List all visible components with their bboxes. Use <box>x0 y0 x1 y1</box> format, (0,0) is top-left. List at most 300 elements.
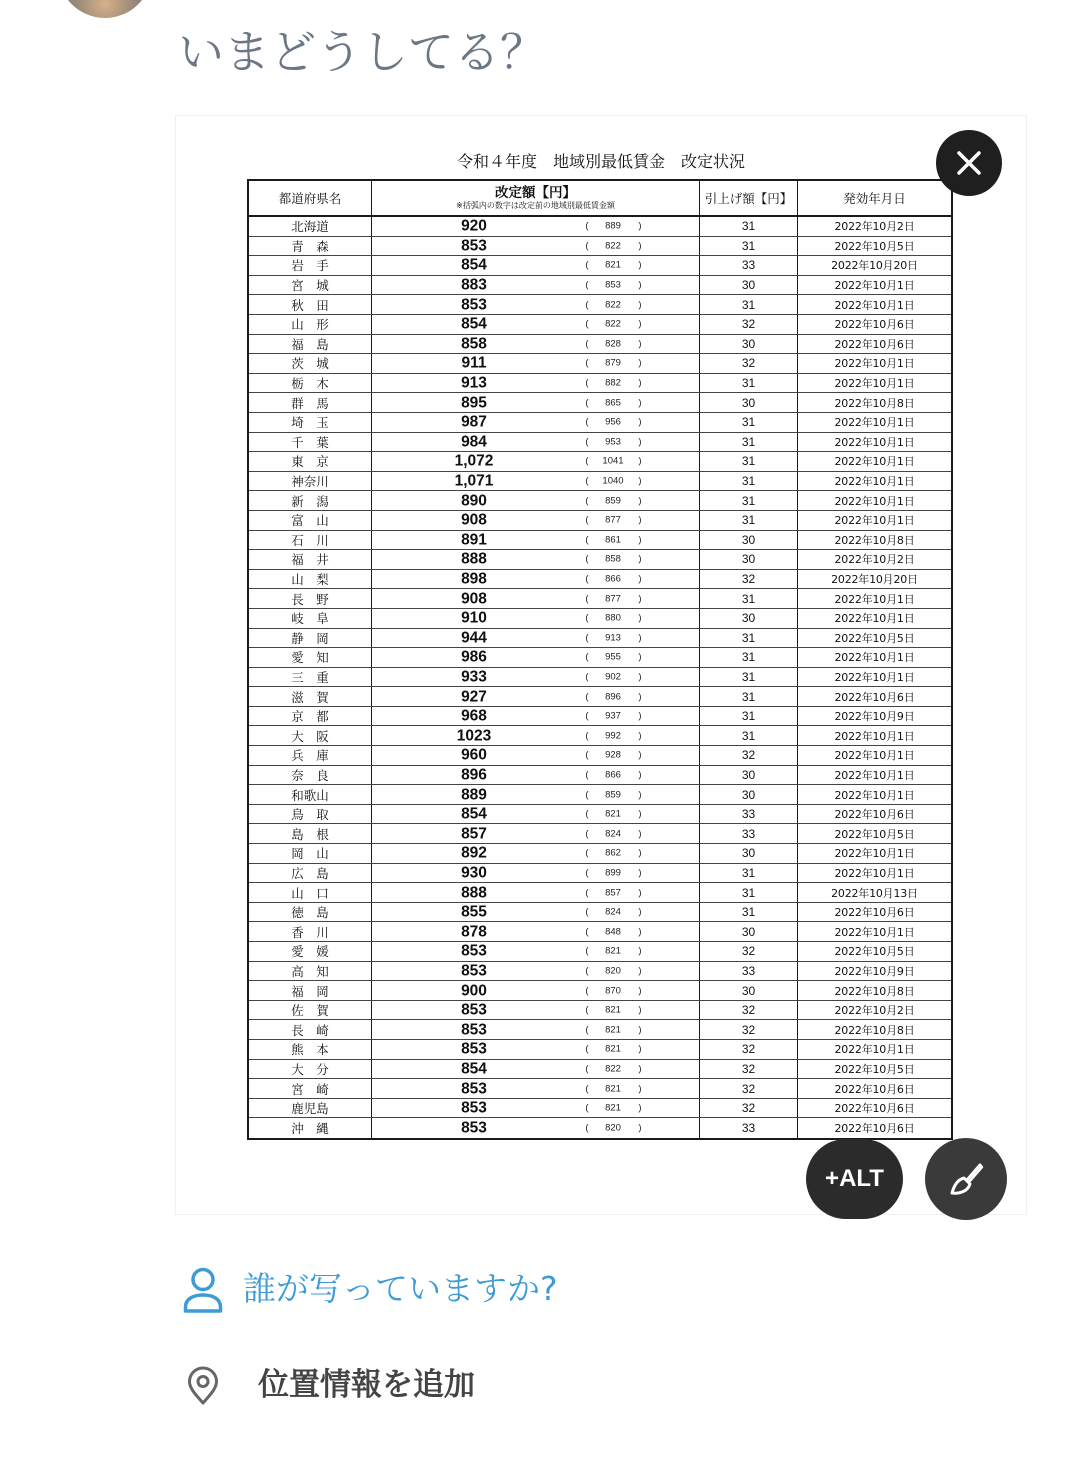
prefecture-cell: 石 川 <box>249 531 372 550</box>
previous-wage-value: 824 <box>605 828 621 839</box>
header-new-wage <box>372 181 700 215</box>
prefecture-cell: 山 梨 <box>249 570 372 589</box>
effective-date-cell: 2022年10月2日 <box>834 220 915 234</box>
raise-cell: 31 <box>700 295 798 314</box>
new-wage-cell <box>372 1118 700 1138</box>
close-icon <box>955 149 983 177</box>
table-row <box>249 550 951 570</box>
raise-cell: 31 <box>700 883 798 902</box>
attached-image[interactable] <box>175 115 1027 1215</box>
previous-wage-value: 859 <box>605 494 621 506</box>
paren-close: ) <box>638 1102 642 1114</box>
paren-close: ) <box>638 298 642 310</box>
effective-date-cell: 2022年10月1日 <box>834 1043 915 1057</box>
table-row <box>249 276 951 296</box>
previous-wage-value: 913 <box>605 632 621 644</box>
avatar <box>58 0 152 18</box>
raise-cell: 30 <box>700 550 798 569</box>
table-row <box>249 785 951 805</box>
previous-wage-value: 879 <box>605 357 621 369</box>
paren-open: ( <box>585 279 589 291</box>
table-row <box>249 1020 951 1040</box>
table-header <box>249 181 951 217</box>
table-row <box>249 491 951 511</box>
raise-cell: 31 <box>700 726 798 745</box>
prefecture-cell: 奈 良 <box>249 766 372 785</box>
prefecture-cell: 埼 玉 <box>249 413 372 432</box>
new-wage-cell <box>372 550 700 569</box>
previous-wage-value: 902 <box>605 671 621 683</box>
table-row <box>249 393 951 413</box>
previous-wage-value: 821 <box>605 1043 621 1055</box>
raise-cell: 32 <box>700 354 798 373</box>
prefecture-cell: 沖 縄 <box>249 1118 372 1138</box>
effective-date-cell: 2022年10月6日 <box>834 906 915 920</box>
table-row <box>249 824 951 844</box>
paren-close: ) <box>638 553 642 565</box>
new-wage-cell <box>372 922 700 941</box>
previous-wage-value: 861 <box>605 534 621 546</box>
paren-open: ( <box>585 671 589 683</box>
prefecture-cell: 徳 島 <box>249 903 372 922</box>
previous-wage-value: 820 <box>605 1122 621 1134</box>
effective-date-cell: 2022年10月20日 <box>831 259 918 273</box>
new-wage-value: 890 <box>461 491 487 509</box>
new-wage-value: 853 <box>461 1040 487 1058</box>
table-row <box>249 844 951 864</box>
previous-wage-value: 821 <box>605 1023 621 1035</box>
paren-close: ) <box>638 318 642 330</box>
raise-cell: 31 <box>700 491 798 510</box>
previous-wage-value: 822 <box>605 240 621 252</box>
table-row <box>249 942 951 962</box>
new-wage-cell <box>372 393 700 412</box>
previous-wage-value: 821 <box>605 1082 621 1094</box>
new-wage-cell <box>372 276 700 295</box>
table-row <box>249 629 951 649</box>
paren-close: ) <box>638 808 642 820</box>
new-wage-cell <box>372 374 700 393</box>
minimum-wage-table <box>247 179 953 1140</box>
new-wage-value: 908 <box>461 511 487 529</box>
new-wage-value: 987 <box>461 413 487 431</box>
paren-open: ( <box>585 632 589 644</box>
table-row <box>249 746 951 766</box>
new-wage-value: 854 <box>461 315 487 333</box>
paren-open: ( <box>585 730 589 742</box>
new-wage-cell <box>372 315 700 334</box>
location-pin-icon <box>186 1366 220 1405</box>
effective-date-cell: 2022年10月13日 <box>831 886 918 900</box>
new-wage-value: 853 <box>461 1079 487 1097</box>
previous-wage-value: 870 <box>605 984 621 996</box>
new-wage-value: 878 <box>461 922 487 940</box>
prefecture-cell: 広 島 <box>249 864 372 883</box>
prefecture-cell: 群 馬 <box>249 393 372 412</box>
raise-cell: 31 <box>700 648 798 667</box>
prefecture-cell: 長 崎 <box>249 1020 372 1039</box>
raise-cell: 30 <box>700 922 798 941</box>
paren-open: ( <box>585 788 589 800</box>
previous-wage-value: 858 <box>605 553 621 565</box>
table-row <box>249 726 951 746</box>
prefecture-cell: 栃 木 <box>249 374 372 393</box>
paren-close: ) <box>638 396 642 408</box>
raise-cell: 33 <box>700 256 798 275</box>
new-wage-value: 854 <box>461 805 487 823</box>
paren-open: ( <box>585 455 589 467</box>
new-wage-value: 853 <box>461 295 487 313</box>
table-row <box>249 1001 951 1021</box>
effective-date-cell: 2022年10月1日 <box>834 298 915 312</box>
table-body <box>249 217 951 1138</box>
new-wage-value: 930 <box>461 864 487 882</box>
add-location-button[interactable] <box>0 1355 1080 1415</box>
table-row <box>249 1079 951 1099</box>
prefecture-cell: 山 口 <box>249 883 372 902</box>
new-wage-cell <box>372 413 700 432</box>
paren-open: ( <box>585 1082 589 1094</box>
new-wage-cell <box>372 1020 700 1039</box>
effective-date-cell: 2022年10月2日 <box>834 553 915 567</box>
previous-wage-value: 865 <box>605 396 621 408</box>
raise-cell: 30 <box>700 393 798 412</box>
new-wage-cell <box>372 452 700 471</box>
new-wage-cell <box>372 648 700 667</box>
effective-date-cell: 2022年10月1日 <box>834 670 915 684</box>
paren-close: ) <box>638 886 642 898</box>
new-wage-value: 911 <box>461 354 487 372</box>
paren-open: ( <box>585 240 589 252</box>
new-wage-value: 1,072 <box>454 452 494 470</box>
prefecture-cell: 佐 賀 <box>249 1001 372 1020</box>
header-raise: 引上げ額【円】 <box>700 181 798 215</box>
table-row <box>249 374 951 394</box>
previous-wage-value: 992 <box>605 730 621 742</box>
previous-wage-value: 953 <box>605 436 621 448</box>
new-wage-cell <box>372 237 700 256</box>
paren-close: ) <box>638 377 642 389</box>
paren-close: ) <box>638 534 642 546</box>
add-location-label: 位置情報を追加 <box>258 1367 475 1403</box>
new-wage-value: 927 <box>461 687 487 705</box>
paren-close: ) <box>638 906 642 918</box>
edit-image-button[interactable] <box>925 1138 1007 1220</box>
new-wage-value: 933 <box>461 668 487 686</box>
effective-date-cell: 2022年10月6日 <box>834 1122 915 1136</box>
paren-close: ) <box>638 436 642 448</box>
new-wage-cell <box>372 295 700 314</box>
raise-cell: 33 <box>700 824 798 843</box>
raise-cell: 32 <box>700 315 798 334</box>
prefecture-cell: 静 岡 <box>249 629 372 648</box>
paren-close: ) <box>638 514 642 526</box>
alt-button-label: +ALT <box>825 1165 884 1192</box>
paren-open: ( <box>585 867 589 879</box>
previous-wage-value: 857 <box>605 886 621 898</box>
previous-wage-value: 889 <box>605 220 621 232</box>
effective-date-cell: 2022年10月8日 <box>834 533 915 547</box>
new-wage-value: 984 <box>461 433 487 451</box>
new-wage-cell <box>372 668 700 687</box>
new-wage-value: 1,071 <box>454 472 494 490</box>
previous-wage-value: 853 <box>605 279 621 291</box>
raise-cell: 31 <box>700 903 798 922</box>
prefecture-cell: 滋 賀 <box>249 687 372 706</box>
effective-date-cell: 2022年10月1日 <box>834 847 915 861</box>
raise-cell: 33 <box>700 1118 798 1138</box>
paren-open: ( <box>585 1043 589 1055</box>
previous-wage-value: 882 <box>605 377 621 389</box>
paintbrush-icon <box>946 1159 986 1199</box>
previous-wage-value: 955 <box>605 651 621 663</box>
new-wage-cell <box>372 707 700 726</box>
paren-open: ( <box>585 906 589 918</box>
effective-date-cell: 2022年10月6日 <box>834 808 915 822</box>
effective-date-cell: 2022年10月5日 <box>834 827 915 841</box>
new-wage-value: 857 <box>461 825 487 842</box>
effective-date-cell: 2022年10月1日 <box>834 788 915 802</box>
new-wage-value: 853 <box>461 1119 487 1137</box>
effective-date-cell: 2022年10月6日 <box>834 1102 915 1116</box>
table-row <box>249 981 951 1001</box>
paren-open: ( <box>585 436 589 448</box>
paren-close: ) <box>638 1004 642 1016</box>
new-wage-value: 853 <box>461 1099 487 1117</box>
effective-date-cell: 2022年10月5日 <box>834 239 915 253</box>
raise-cell: 31 <box>700 452 798 471</box>
raise-cell: 31 <box>700 589 798 608</box>
paren-close: ) <box>638 632 642 644</box>
paren-close: ) <box>638 1122 642 1134</box>
table-row <box>249 256 951 276</box>
table-row <box>249 609 951 629</box>
header-new-wage-note: ※括弧内の数字は改定前の地域別最低賃金額 <box>456 201 615 210</box>
table-row <box>249 883 951 903</box>
effective-date-cell: 2022年10月1日 <box>834 475 915 489</box>
prefecture-cell: 兵 庫 <box>249 746 372 765</box>
table-row <box>249 1040 951 1060</box>
previous-wage-value: 821 <box>605 259 621 271</box>
previous-wage-value: 877 <box>605 592 621 604</box>
new-wage-value: 898 <box>461 570 487 588</box>
paren-close: ) <box>638 1063 642 1075</box>
new-wage-value: 888 <box>461 550 487 568</box>
paren-open: ( <box>585 416 589 428</box>
raise-cell: 32 <box>700 570 798 589</box>
table-row <box>249 668 951 688</box>
paren-close: ) <box>638 1023 642 1035</box>
tweet-text-input[interactable] <box>174 20 1054 84</box>
tag-people-button[interactable] <box>0 1259 1080 1319</box>
previous-wage-value: 828 <box>605 338 621 350</box>
raise-cell: 30 <box>700 609 798 628</box>
prefecture-cell: 熊 本 <box>249 1040 372 1059</box>
new-wage-value: 891 <box>461 531 487 549</box>
raise-cell: 32 <box>700 746 798 765</box>
paren-close: ) <box>638 925 642 937</box>
prefecture-cell: 岩 手 <box>249 256 372 275</box>
paren-open: ( <box>585 298 589 310</box>
previous-wage-value: 821 <box>605 1004 621 1016</box>
previous-wage-value: 896 <box>605 690 621 702</box>
raise-cell: 30 <box>700 335 798 354</box>
new-wage-cell <box>372 785 700 804</box>
paren-close: ) <box>638 573 642 585</box>
prefecture-cell: 茨 城 <box>249 354 372 373</box>
new-wage-cell <box>372 491 700 510</box>
paren-open: ( <box>585 808 589 820</box>
prefecture-cell: 福 井 <box>249 550 372 569</box>
table-row <box>249 315 951 335</box>
previous-wage-value: 899 <box>605 867 621 879</box>
header-effective-date: 発効年月日 <box>843 191 906 206</box>
effective-date-cell: 2022年10月1日 <box>834 435 915 449</box>
new-wage-cell <box>372 433 700 452</box>
effective-date-cell: 2022年10月6日 <box>834 318 915 332</box>
prefecture-cell: 大 阪 <box>249 726 372 745</box>
paren-open: ( <box>585 338 589 350</box>
image-title: 令和４年度 地域別最低賃金 改定状況 <box>456 152 745 171</box>
effective-date-cell: 2022年10月8日 <box>834 396 915 410</box>
effective-date-cell: 2022年10月1日 <box>834 768 915 782</box>
prefecture-cell: 神奈川 <box>249 472 372 491</box>
paren-open: ( <box>585 1023 589 1035</box>
paren-close: ) <box>638 220 642 232</box>
prefecture-cell: 福 島 <box>249 335 372 354</box>
new-wage-value: 853 <box>461 942 487 960</box>
raise-cell: 30 <box>700 276 798 295</box>
paren-close: ) <box>638 259 642 271</box>
paren-close: ) <box>638 769 642 781</box>
raise-cell: 31 <box>700 864 798 883</box>
prefecture-cell: 千 葉 <box>249 433 372 452</box>
table-row <box>249 707 951 727</box>
table-row <box>249 237 951 257</box>
paren-open: ( <box>585 612 589 624</box>
header-prefecture: 都道府県名 <box>249 181 372 215</box>
remove-image-button[interactable] <box>936 130 1002 196</box>
new-wage-value: 895 <box>461 393 487 411</box>
previous-wage-value: 821 <box>605 945 621 957</box>
new-wage-value: 853 <box>461 962 487 980</box>
table-row <box>249 589 951 609</box>
paren-close: ) <box>638 455 642 467</box>
previous-wage-value: 822 <box>605 318 621 330</box>
previous-wage-value: 956 <box>605 416 621 428</box>
paren-close: ) <box>638 984 642 996</box>
prefecture-cell: 秋 田 <box>249 295 372 314</box>
new-wage-cell <box>372 354 700 373</box>
raise-cell: 31 <box>700 433 798 452</box>
paren-close: ) <box>638 416 642 428</box>
table-row <box>249 413 951 433</box>
effective-date-cell: 2022年10月1日 <box>834 925 915 939</box>
previous-wage-value: 937 <box>605 710 621 722</box>
previous-wage-value: 822 <box>605 1063 621 1075</box>
add-alt-text-button[interactable] <box>806 1139 903 1219</box>
previous-wage-value: 862 <box>605 847 621 859</box>
prefecture-cell: 宮 崎 <box>249 1079 372 1098</box>
new-wage-value: 883 <box>461 276 487 294</box>
prefecture-cell: 新 潟 <box>249 491 372 510</box>
paren-open: ( <box>585 710 589 722</box>
prefecture-cell: 福 岡 <box>249 981 372 1000</box>
paren-open: ( <box>585 651 589 663</box>
effective-date-cell: 2022年10月8日 <box>834 1023 915 1037</box>
new-wage-cell <box>372 726 700 745</box>
table-row <box>249 217 951 237</box>
raise-cell: 30 <box>700 531 798 550</box>
new-wage-value: 986 <box>461 648 487 666</box>
new-wage-cell <box>372 1001 700 1020</box>
raise-cell: 30 <box>700 785 798 804</box>
paren-open: ( <box>585 534 589 546</box>
prefecture-cell: 大 分 <box>249 1060 372 1079</box>
raise-cell: 32 <box>700 1060 798 1079</box>
effective-date-cell: 2022年10月1日 <box>834 612 915 626</box>
raise-cell: 31 <box>700 707 798 726</box>
new-wage-value: 889 <box>461 785 487 803</box>
prefecture-cell: 京 都 <box>249 707 372 726</box>
new-wage-cell <box>372 883 700 902</box>
paren-close: ) <box>638 240 642 252</box>
paren-close: ) <box>638 1043 642 1055</box>
prefecture-cell: 島 根 <box>249 824 372 843</box>
paren-close: ) <box>638 357 642 369</box>
new-wage-cell <box>372 942 700 961</box>
paren-open: ( <box>585 475 589 487</box>
paren-close: ) <box>638 475 642 487</box>
effective-date-cell: 2022年10月5日 <box>834 1062 915 1076</box>
table-row <box>249 962 951 982</box>
table-row <box>249 805 951 825</box>
paren-open: ( <box>585 828 589 839</box>
new-wage-cell <box>372 844 700 863</box>
table-row <box>249 687 951 707</box>
prefecture-cell: 北海道 <box>249 217 372 236</box>
paren-open: ( <box>585 965 589 977</box>
previous-wage-value: 1040 <box>602 475 624 487</box>
raise-cell: 30 <box>700 981 798 1000</box>
paren-close: ) <box>638 690 642 702</box>
table-row <box>249 295 951 315</box>
paren-open: ( <box>585 259 589 271</box>
new-wage-cell <box>372 472 700 491</box>
raise-cell: 31 <box>700 668 798 687</box>
prefecture-cell: 香 川 <box>249 922 372 941</box>
effective-date-cell: 2022年10月1日 <box>834 651 915 665</box>
paren-close: ) <box>638 788 642 800</box>
previous-wage-value: 848 <box>605 925 621 937</box>
new-wage-value: 968 <box>461 707 487 725</box>
prefecture-cell: 和歌山 <box>249 785 372 804</box>
paren-close: ) <box>638 1082 642 1094</box>
effective-date-cell: 2022年10月6日 <box>834 337 915 351</box>
paren-close: ) <box>638 730 642 742</box>
raise-cell: 32 <box>700 1001 798 1020</box>
prefecture-cell: 岐 阜 <box>249 609 372 628</box>
previous-wage-value: 866 <box>605 769 621 781</box>
raise-cell: 31 <box>700 237 798 256</box>
new-wage-cell <box>372 589 700 608</box>
new-wage-value: 853 <box>461 1001 487 1019</box>
effective-date-cell: 2022年10月1日 <box>834 416 915 430</box>
paren-open: ( <box>585 984 589 996</box>
paren-open: ( <box>585 886 589 898</box>
effective-date-cell: 2022年10月2日 <box>834 1004 915 1018</box>
new-wage-value: 920 <box>461 217 487 235</box>
